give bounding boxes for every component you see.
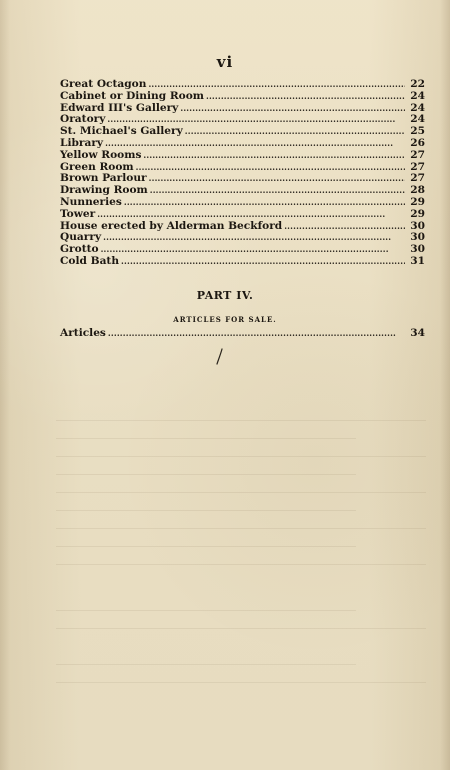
dot-leader (149, 173, 405, 185)
toc-row (60, 197, 425, 209)
toc-entry-page: 30 (410, 231, 425, 244)
toc-row (60, 256, 425, 268)
bleedthrough-line (56, 510, 356, 511)
dot-leader (107, 114, 405, 126)
toc-entry-page: 24 (410, 89, 425, 102)
toc-entry-title: Edward III's Gallery (60, 101, 179, 114)
toc-entry-title: Yellow Rooms (60, 148, 142, 161)
dot-leader (97, 209, 405, 221)
bleedthrough-line (56, 546, 356, 547)
bleedthrough-line (56, 456, 426, 457)
toc-entry-title: Brown Parlour (60, 172, 147, 185)
toc-row (60, 328, 425, 340)
dot-leader (148, 79, 405, 91)
bleedthrough-line (56, 564, 426, 565)
toc-row (60, 114, 425, 126)
toc-entry-page: 30 (410, 219, 425, 232)
toc-row (60, 150, 425, 162)
bleedthrough-line (56, 610, 356, 611)
dot-leader (180, 103, 405, 115)
toc-entry-title: House erected by Alderman Beckford (60, 219, 283, 232)
bleedthrough-line (56, 438, 356, 439)
section-heading: ARTICLES FOR SALE. (173, 315, 277, 324)
toc-entry-page: 25 (410, 125, 425, 138)
toc-row (60, 103, 425, 115)
toc-row (60, 138, 425, 150)
toc-entry-title: Library (60, 136, 104, 149)
toc-entry-title: Cabinet or Dining Room (60, 89, 204, 102)
toc-entry-page: 29 (410, 207, 425, 220)
dot-leader (284, 221, 405, 233)
toc-row (60, 244, 425, 256)
bleedthrough-line (56, 420, 426, 421)
toc-entry-page: 28 (410, 184, 425, 197)
part-heading: PART IV. (196, 289, 254, 302)
left-edge-shadow (0, 0, 10, 770)
toc-entry-page: 29 (410, 195, 425, 208)
bleedthrough-line (56, 492, 426, 493)
toc-entry-page: 27 (410, 160, 425, 173)
articles-entry (60, 328, 425, 340)
toc-entry-page: 26 (410, 136, 425, 149)
dot-leader (105, 138, 405, 150)
toc-entry-page: 34 (410, 327, 425, 339)
toc-entry-title: Grotto (60, 243, 99, 256)
toc-entry-page: 27 (410, 172, 425, 185)
toc-entry-title: Great Octagon (60, 78, 147, 90)
dot-leader (101, 244, 405, 256)
toc-entry-title: Cold Bath (60, 254, 120, 267)
toc-entry-title: Green Room (60, 160, 134, 173)
bleedthrough-line (56, 664, 356, 665)
ink-mark (214, 348, 226, 366)
toc-entry-title: Drawing Room (60, 184, 148, 197)
dot-leader (108, 328, 405, 340)
toc-entry-title: St. Michael's Gallery (60, 125, 183, 138)
right-edge-shadow (440, 0, 450, 770)
toc-entry-page: 27 (410, 148, 425, 161)
toc-entry-title: Oratory (60, 113, 106, 126)
toc-row (60, 126, 425, 138)
dot-leader (150, 185, 405, 197)
bleedthrough-line (56, 628, 426, 629)
dot-leader (124, 197, 405, 209)
dot-leader (143, 150, 405, 162)
bleedthrough-line (56, 528, 426, 529)
page-number: vi (216, 53, 234, 71)
toc-entry-title: Quarry (60, 231, 102, 244)
toc-row (60, 91, 425, 103)
dot-leader (185, 126, 405, 138)
toc-entry-page: 24 (410, 101, 425, 114)
toc-entry-page: 24 (410, 113, 425, 126)
toc-entry-title: Tower (60, 207, 96, 220)
toc-entry-title: Articles (60, 327, 106, 339)
table-of-contents (60, 79, 425, 268)
toc-row (60, 209, 425, 221)
toc-row (60, 221, 425, 233)
bleedthrough-line (56, 682, 426, 683)
dot-leader (206, 91, 405, 103)
dot-leader (121, 256, 405, 268)
bleedthrough-line (56, 474, 356, 475)
dot-leader (103, 232, 405, 244)
toc-entry-page: 22 (410, 78, 425, 90)
toc-entry-page: 30 (410, 243, 425, 256)
dot-leader (136, 162, 405, 174)
toc-entry-page: 31 (410, 254, 425, 267)
toc-row (60, 232, 425, 244)
toc-entry-title: Nunneries (60, 195, 122, 208)
